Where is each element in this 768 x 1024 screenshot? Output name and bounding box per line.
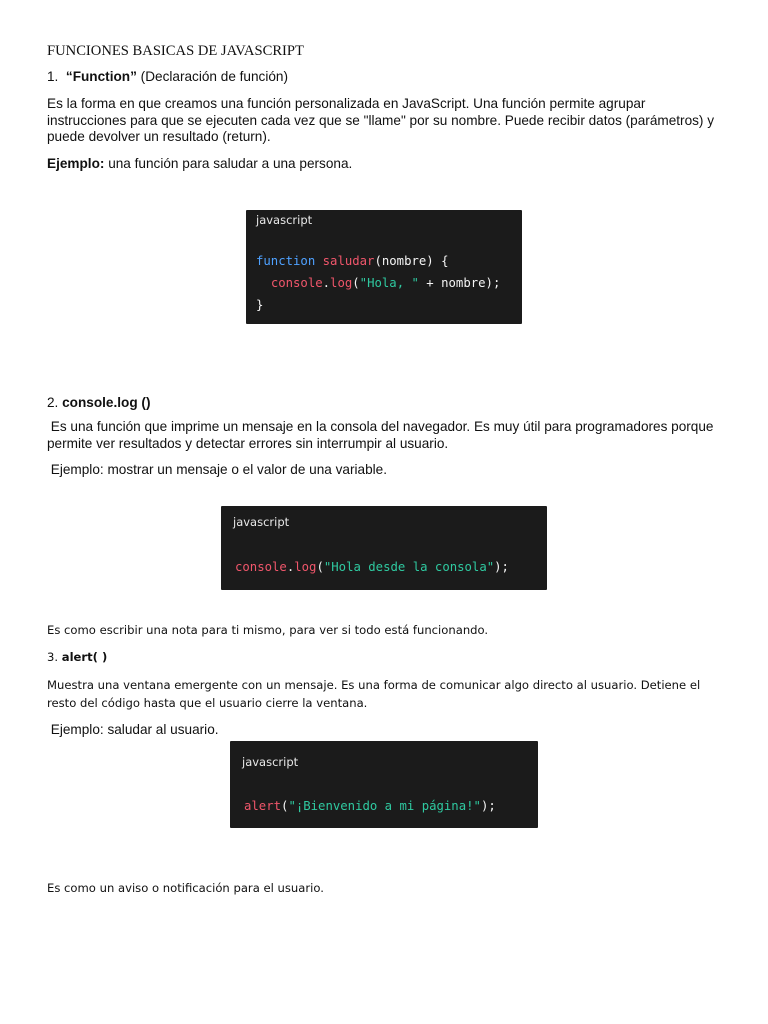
section-2-example [47,462,387,479]
code-string: "Hola desde la consola" [323,560,495,574]
code-block-function [246,210,522,324]
section-2-note: Es como escribir una nota para ti mismo, para ver si todo está funcionando. [47,623,489,637]
section-3-number: 3. [47,650,59,664]
section-2-name: console.log () [62,395,151,410]
section-1-description: Es la forma en que creamos una función personalizada en JavaScript. Una función permite agrupar instrucciones para que se ejecuten cada vez que se "llame" por su nombre. Puede recibir datos (parámetros) y puede devolver un resultado (return). [47,96,715,145]
code-log: log [294,560,317,574]
section-3-example [47,722,219,739]
section-1-example-label: Ejemplo: [47,156,105,171]
section-1-heading [47,69,288,86]
code-params: (nombre) { [374,254,449,268]
code-log: log [330,276,353,290]
code-open-paren: ( [281,799,289,813]
code-dot: . [322,276,331,290]
code-close-brace: } [256,298,264,312]
code-close: ); [494,560,509,574]
code-keyword: function [256,254,316,268]
code-content [235,556,509,578]
section-1-example [47,156,352,173]
code-open-paren: ( [352,276,360,290]
section-2-example-text: Ejemplo: mostrar un mensaje o el valor de una variable. [50,462,388,477]
code-block-alert [230,741,538,828]
section-1-name: “Function” [65,69,137,84]
section-2-description [47,419,717,452]
code-content [256,250,500,316]
code-language-label: javascript [242,755,299,769]
section-2-number: 2. [47,395,59,410]
code-console: console [270,276,323,290]
section-3-note: Es como un aviso o notificación para el usuario. [47,881,324,895]
section-1-subtitle: (Declaración de función) [140,69,289,84]
code-close: ); [480,799,496,813]
code-console: console [235,560,287,574]
section-2-description-text: Es una función que imprime un mensaje en la consola del navegador. Es muy útil para programadores porque permite ver resultados y detectar errores sin interrumpir al usuario. [47,419,714,451]
code-string: "¡Bienvenido a mi página!" [288,799,481,813]
section-1-number: 1. [47,69,59,84]
code-open-paren: ( [316,560,324,574]
code-string: "Hola, " [359,276,419,290]
code-alert: alert [244,799,282,813]
section-3-example-text: Ejemplo: saludar al usuario. [50,722,219,737]
page-title: FUNCIONES BASICAS DE JAVASCRIPT [47,43,304,59]
section-2-heading [47,395,150,412]
code-content [244,795,496,817]
code-dot: . [286,560,295,574]
section-3-name: alert( ) [61,650,108,664]
section-3-heading [47,648,107,666]
code-language-label: javascript [233,515,290,529]
code-rest: + nombre); [418,276,501,290]
section-1-example-text: una función para saludar a una persona. [108,156,353,171]
section-3-description: Muestra una ventana emergente con un mensaje. Es una forma de comunicar algo directo al usuario. Detiene el resto del código hasta que el usuario cierre la ventana. [47,678,701,710]
code-block-console-log [221,506,547,590]
code-function-name: saludar [322,254,375,268]
code-language-label: javascript [256,213,313,227]
